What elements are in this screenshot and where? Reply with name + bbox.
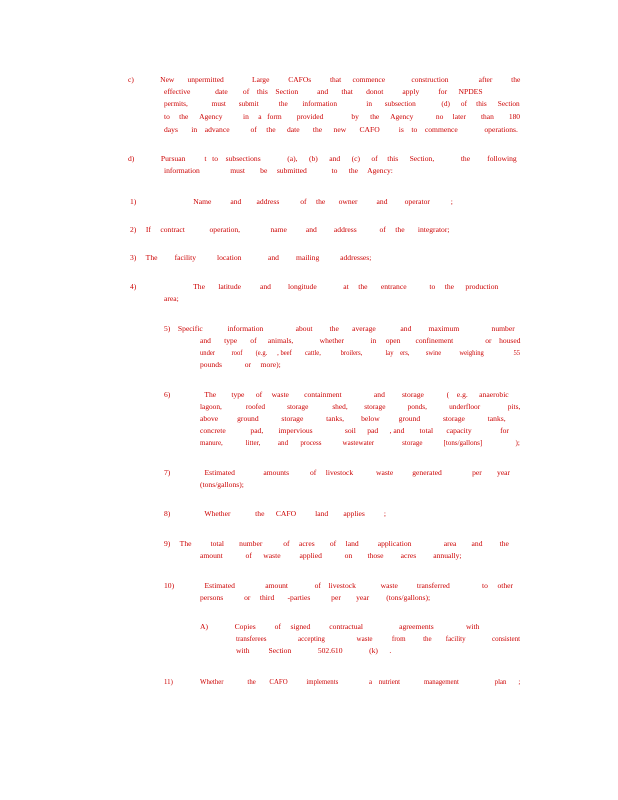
text-line: under roof (e.g. , beef cattle, broilers, lay ers, swine weighing 55 — [200, 348, 521, 357]
text-line: 8) Whether the CAFO land applies ; — [164, 509, 386, 518]
text-line: amount of waste applied on those acres annually; — [200, 551, 462, 560]
text-line: permits, must submit the information in subsection (d) of this Section — [164, 99, 520, 108]
text-line: manure, litter, and process wastewater storage [tons/gallons] ); — [200, 438, 520, 447]
text-line: A) Copies of signed contractual agreements with — [200, 622, 480, 631]
text-line: above ground storage tanks, below ground storage tanks, — [200, 414, 506, 423]
text-line: concrete pad, impervious soil pad , and total capacity for — [200, 426, 509, 435]
text-line: with Section 502.610 (k) . — [236, 646, 392, 655]
text-line: to the Agency in a form provided by the Agency no later than 180 — [164, 112, 521, 121]
text-line: 4) The latitude and longitude at the entrance to the production — [130, 282, 499, 291]
text-line: 6) The type of waste containment and storage ( e.g. anaerobic — [164, 390, 509, 399]
text-line: information must be submitted to the Agency: — [164, 166, 393, 175]
text-line: 1) Name and address of the owner and operator ; — [130, 197, 453, 206]
text-line: pounds or more); — [200, 360, 281, 369]
text-line: 7) Estimated amounts of livestock waste generated per year — [164, 468, 511, 477]
text-line: days in advance of the date the new CAFO is to commence operations. — [164, 125, 518, 134]
text-line: transferees accepting waste from the facility consistent — [236, 634, 521, 643]
text-line: 9) The total number of acres of land application area and the — [164, 539, 509, 548]
text-line: lagoon, roofed storage shed, storage ponds, underfloor pits, — [200, 402, 521, 411]
text-line: effective date of this Section and that donot apply for NPDES — [164, 87, 483, 96]
text-line: persons or third -parties per year (tons/gallons); — [200, 593, 431, 602]
text-line: 10) Estimated amount of livestock waste transferred to other — [164, 581, 514, 590]
text-line: (tons/gallons); — [200, 480, 244, 489]
text-line: c) New unpermitted Large CAFOs that commence construction after the — [128, 75, 521, 84]
text-line: area; — [164, 294, 179, 303]
text-line: and type of animals, whether in open confinement or housed — [200, 336, 521, 345]
text-line: d) Pursuan t to subsections (a), (b) and (c) of this Section, the following — [128, 154, 517, 163]
text-line: 11) Whether the CAFO implements a nutrient management plan ; — [164, 677, 521, 686]
text-line: 5) Specific information about the average and maximum number — [164, 324, 515, 333]
text-line: 2) If contract operation, name and address of the integrator; — [130, 225, 450, 234]
text-line: 3) The facility location and mailing addresses; — [130, 253, 372, 262]
